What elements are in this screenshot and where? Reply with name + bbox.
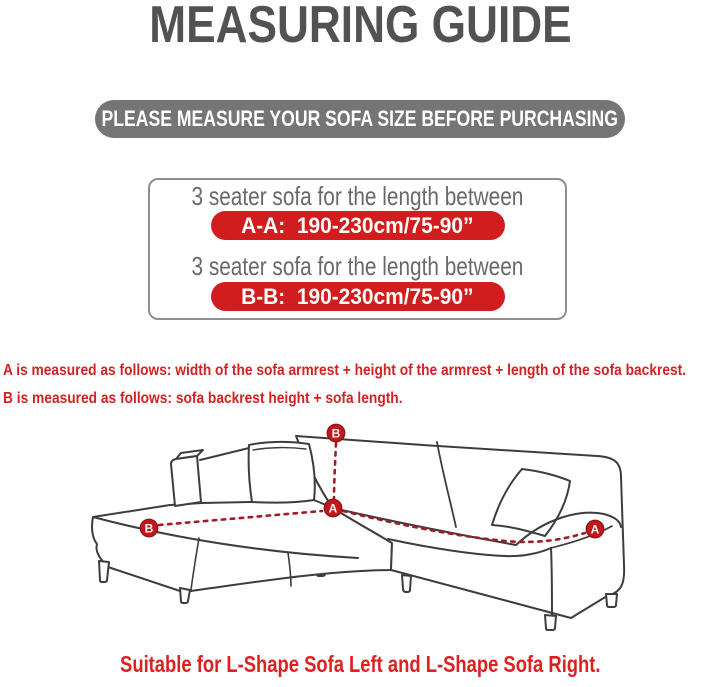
size-row-label: 3 seater sofa for the length between [191, 181, 524, 211]
sofa-leg [402, 575, 411, 592]
size-info-box [148, 178, 567, 320]
suitability-note: Suitable for L-Shape Sofa Left and L-Shape Sofa Right. [119, 651, 601, 677]
note-a: A is measured as follows: width of the sofa armrest + height of the armrest + length of the sofa backrest. [3, 362, 687, 379]
measure-pill-bb-text: B-B: 190-230cm/75-90” [241, 283, 474, 309]
sofa-leg [545, 615, 556, 630]
measurement-notes [3, 357, 720, 413]
badge-a-armrest-label: A [590, 522, 600, 537]
size-row-label: 3 seater sofa for the length between [191, 251, 524, 281]
sofa-line-drawing [92, 436, 624, 630]
note-b: B is measured as follows: sofa backrest height + sofa length. [3, 390, 403, 407]
sofa-leg [99, 561, 109, 582]
sofa-leg [606, 594, 617, 607]
warning-banner-text: PLEASE MEASURE YOUR SOFA SIZE BEFORE PURCHASING [101, 106, 619, 131]
measure-pill-aa [211, 211, 505, 240]
deck-back-edge [200, 448, 249, 460]
sofa-leg [180, 588, 190, 603]
measure-pill-aa-text: A-A: 190-230cm/75-90” [241, 212, 474, 238]
page-title-wrap [0, 0, 720, 54]
badge-b-top-label: B [331, 426, 341, 441]
badge-a-corner-label: A [328, 501, 338, 516]
chaise-armrest-front [171, 456, 201, 506]
armrest-front-edge [551, 548, 552, 616]
sofa-diagram [0, 415, 720, 650]
suitability-note-wrap [0, 648, 720, 680]
warning-banner [95, 100, 625, 138]
measure-pill-bb [211, 282, 505, 311]
badge-b-seat-label: B [144, 521, 154, 536]
page-title: MEASURING GUIDE [148, 0, 572, 54]
corner-pillow [249, 442, 315, 503]
